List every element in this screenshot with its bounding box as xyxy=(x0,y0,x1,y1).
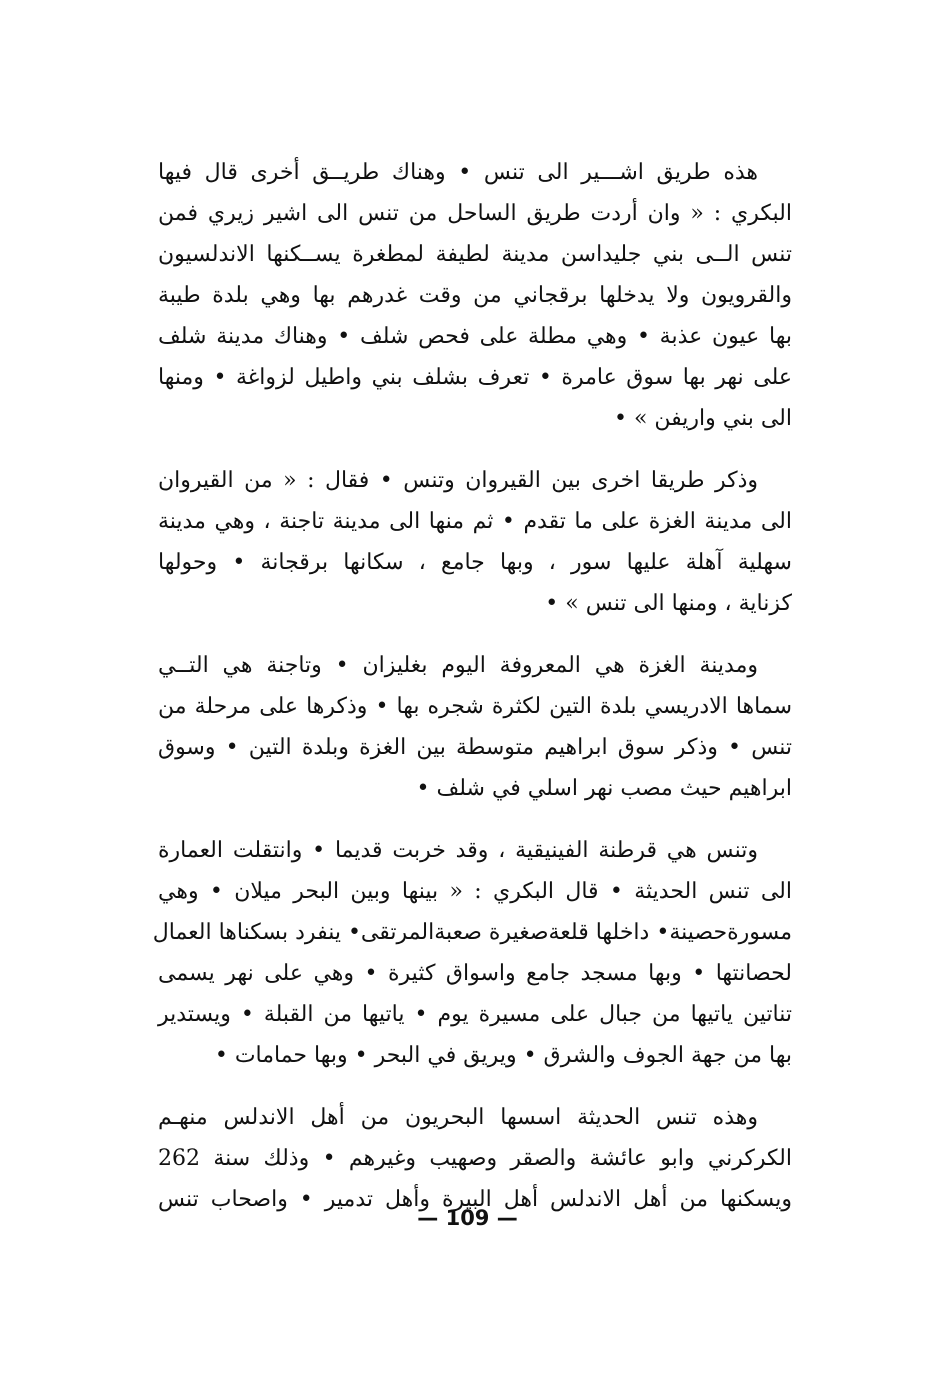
text-line: والقرويون ولا يدخلها برقجاني من وقت غدرهم بها وهي بلدة طيبة xyxy=(158,283,792,308)
text-line: وتنس هي قرطنة الفينيقية ، وقد خربت قديما • وانتقلت العمارة xyxy=(158,838,758,863)
paragraph-3 xyxy=(158,645,792,809)
text-line: سهلية آهلة عليها سور ، وبها جامع ، سكانها برقجانة • وحولها xyxy=(158,550,792,575)
text-line: الى تنس الحديثة • قال البكري : « بينها وبين البحر ميلان • وهي xyxy=(158,879,792,904)
text-line: تنس • وذكر سوق ابراهيم متوسطة بين الغزة وبلدة التين • وسوق xyxy=(158,735,792,760)
text-line: على نهر بها سوق عامرة • تعرف بشلف بني واطيل لزواغة • ومنها xyxy=(158,365,792,390)
text-line: بها من جهة الجوف والشرق • ويريق في البحر • وبها حمامات • xyxy=(214,1043,792,1068)
text-line: ابراهيم حيث مصب نهر اسلي في شلف • xyxy=(416,776,792,801)
paragraph-5 xyxy=(158,1097,792,1220)
text-line: كزناية ، ومنها الى تنس » • xyxy=(545,591,792,616)
page-number: — 109 — xyxy=(417,1206,518,1230)
text-line: البكري : « وان أردت طريق الساحل من تنس الى اشير زيري فمن xyxy=(158,201,792,226)
text-line: ويسكنها من أهل الاندلس أهل البيرة وأهل تدمير • واصحاب تنس xyxy=(158,1187,792,1212)
text-line: الكركرني وابو عائشة والصقر وصهيب وغيرهم • وذلك سنة 262 xyxy=(158,1146,792,1171)
paragraph-4 xyxy=(152,830,792,1076)
text-line: بها عيون عذبة • وهي مطلة على فحص شلف • وهناك مدينة شلف xyxy=(158,324,792,349)
text-line: سماها الادريسي بلدة التين لكثرة شجره بها • وذكرها على مرحلة من xyxy=(158,694,792,719)
text-line: وذكر طريقا اخرى بين القيروان وتنس • فقال : « من القيروان xyxy=(158,468,758,493)
text-line: لحصانتها • وبها مسجد جامع واسواق كثيرة • وهي على نهر يسمى xyxy=(158,961,792,986)
text-line: تنس الــى بني جليداسن مدينة لطيفة لمطغرة يســكنها الاندلسيون xyxy=(158,242,792,267)
text-line: الى بني واريفن » • xyxy=(613,406,792,431)
text-line: الى مدينة الغزة على ما تقدم • ثم منها الى مدينة تاجنة ، وهي مدينة xyxy=(158,509,792,534)
text-line: وهذه تنس الحديثة اسسها البحريون من أهل الاندلس منهـم xyxy=(158,1105,758,1130)
text-line: تناتين ياتيها من جبال على مسيرة يوم • ياتيها من القبلة • ويستدير xyxy=(158,1002,792,1027)
paragraph-1 xyxy=(158,152,792,439)
text-line: ومدينة الغزة هي المعروفة اليوم بغليزان • وتاجنة هي التــي xyxy=(158,653,758,678)
body-text xyxy=(152,152,792,1241)
paragraph-2 xyxy=(158,460,792,624)
text-line: هذه طريق اشـــير الى تنس • وهناك طريــق أخرى قال فيها xyxy=(158,160,758,185)
text-line: مسورةحصينة• داخلها قلعةصغيرة صعبةالمرتقى• ينفرد بسكناها العمال xyxy=(152,920,792,945)
